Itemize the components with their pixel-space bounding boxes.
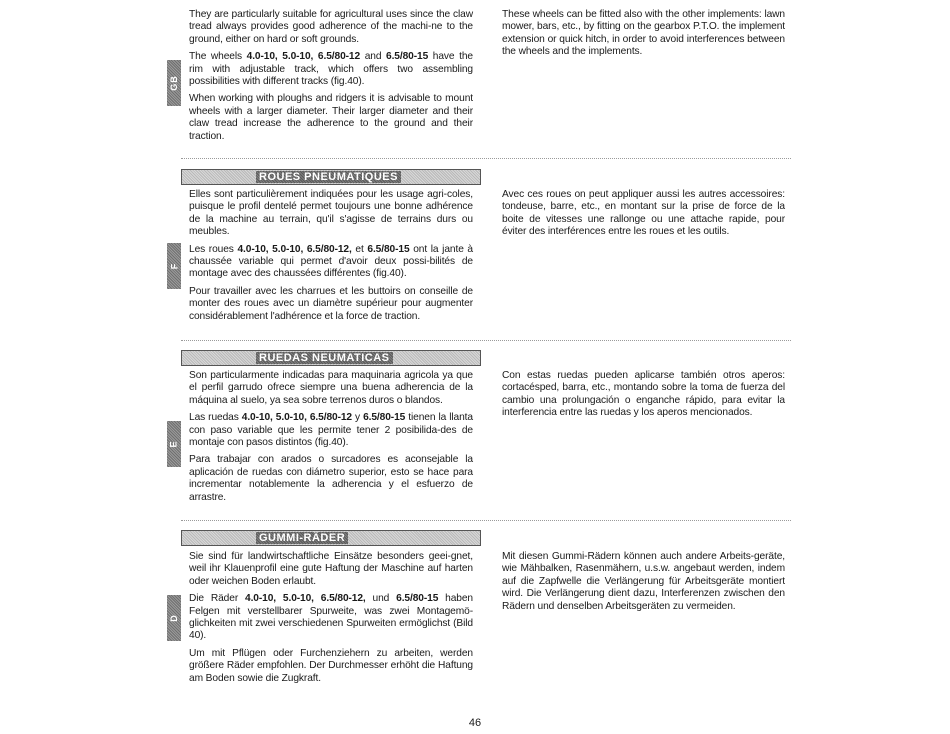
paragraph: Les roues 4.0-10, 5.0-10, 6.5/80-12, et 6.5/80-15 ont la jante à chaussée variable qui permet d'avoir deux possi-bilités de montage avec des chaussées différentes (fig.40).: [189, 243, 473, 280]
paragraph: When working with ploughs and ridgers it is advisable to mount wheels with a larger diameter. Their larger diameter and their claw tread increase the adherence to the ground and their traction.: [189, 93, 473, 142]
f-left-column: [189, 189, 473, 328]
d-left-column: [189, 551, 473, 690]
section-heading-bar: [181, 350, 481, 366]
gb-left-column: [189, 9, 473, 148]
paragraph: Elles sont particulièrement indiquées pour les usage agri-coles, puisque le profil dentelé permet toujours une bonne adhérence de la machine au terrain, qu'il s'agisse de terrains durs ou meubles.: [189, 189, 473, 238]
section-heading: GUMMI-RÄDER: [256, 532, 348, 544]
section-heading: ROUES PNEUMATIQUES: [256, 171, 401, 183]
section-divider: [181, 340, 791, 341]
paragraph: These wheels can be fitted also with the other implements: lawn mower, bars, etc., by fitting on the gearbox P.T.O. the implement extension or quick hitch, in order to avoid interferences between the wheels and the implements.: [502, 9, 785, 58]
language-tab-label: GB: [169, 75, 179, 91]
section-divider: [181, 520, 791, 521]
section-heading-bar: [181, 169, 481, 185]
language-tab-label: F: [169, 262, 179, 270]
paragraph: Mit diesen Gummi-Rädern können auch andere Arbeits-geräte, wie Mähbalken, Rasenmähern, u.s.w. angebaut werden, indem auf die Zapfwelle die Verlängerung für Arbeitsgeräte montiert wird. Die Verlängerung dient dazu, Interferenzen zwischen den Rädern und denselben Arbeitsgeräten zu vermeiden.: [502, 551, 785, 612]
paragraph: Con estas ruedas pueden aplicarse también otros aperos: cortacésped, barra, etc., montando sobre la toma de fuerza del cambio una prolungación o enganche rápido, para evitar la interferencia entre las ruedas y los aperos mencionados.: [502, 370, 785, 419]
language-tab-f: [167, 243, 181, 289]
paragraph: Die Räder 4.0-10, 5.0-10, 6.5/80-12, und 6.5/80-15 haben Felgen mit verstellbarer Spurweite, was zwei Montagemö-glichkeiten mit zwei verschiedenen Spurweiten ermöglichst (Bild 40).: [189, 593, 473, 642]
section-heading: RUEDAS NEUMATICAS: [256, 352, 393, 364]
paragraph: The wheels 4.0-10, 5.0-10, 6.5/80-12 and 6.5/80-15 have the rim with adjustable track, which offers two assembling possibilities with different tracks (fig.40).: [189, 51, 473, 88]
language-tab-label: E: [168, 440, 179, 448]
page-number: 46: [468, 717, 482, 729]
paragraph: Pour travailler avec les charrues et les buttoirs on conseille de monter des roues avec un diamètre supérieur pour augmenter considérablement l'adhérence et la force de traction.: [189, 285, 473, 322]
f-right-column: [502, 189, 785, 244]
language-tab-d: [167, 595, 181, 641]
paragraph: They are particularly suitable for agricultural uses since the claw tread always provides good adherence of the machi-ne to the ground, either on hard or soft grounds.: [189, 9, 473, 45]
section-heading-bar: [181, 530, 481, 546]
paragraph: Son particularmente indicadas para maquinaria agricola ya que el perfil garrudo ofrece siempre una buena adherencia de la máquina al suelo, ya sea sobre terrenos duros o blandos.: [189, 370, 473, 406]
e-right-column: [502, 370, 785, 425]
e-left-column: [189, 370, 473, 509]
language-tab-label: D: [169, 614, 179, 622]
paragraph: Las ruedas 4.0-10, 5.0-10, 6.5/80-12 y 6.5/80-15 tienen la llanta con paso variable que les permite tener 2 posibilida-des de montaje con pasos distintos (fig.40).: [189, 412, 473, 449]
paragraph: Avec ces roues on peut appliquer aussi les autres accessoires: tondeuse, barre, etc., en montant sur la prise de force de la boite de vitesses une rallonge ou une attache rapide, pour éviter des interférences entre les roues et les outils.: [502, 189, 785, 238]
paragraph: Sie sind für landwirtschaftliche Einsätze besonders geei-gnet, weil ihr Klauenprofil eine gute Haftung der Maschine auf harten oder weichen Boden erlaubt.: [189, 551, 473, 587]
language-tab-e: [167, 421, 181, 467]
language-tab-gb: [167, 60, 181, 106]
paragraph: Um mit Pflügen oder Furchenziehern zu arbeiten, werden größere Räder empfohlen. Der Durchmesser erhöht die Haftung am Boden sowie die Zugkraft.: [189, 647, 473, 684]
d-right-column: [502, 551, 785, 618]
section-divider: [181, 158, 791, 159]
paragraph: Para trabajar con arados o surcadores es aconsejable la aplicación de ruedas con diámetro superior, esto se hace para incrementar notablemente la adherencia y el esfuerzo de arrastre.: [189, 454, 473, 503]
gb-right-column: [502, 9, 785, 64]
